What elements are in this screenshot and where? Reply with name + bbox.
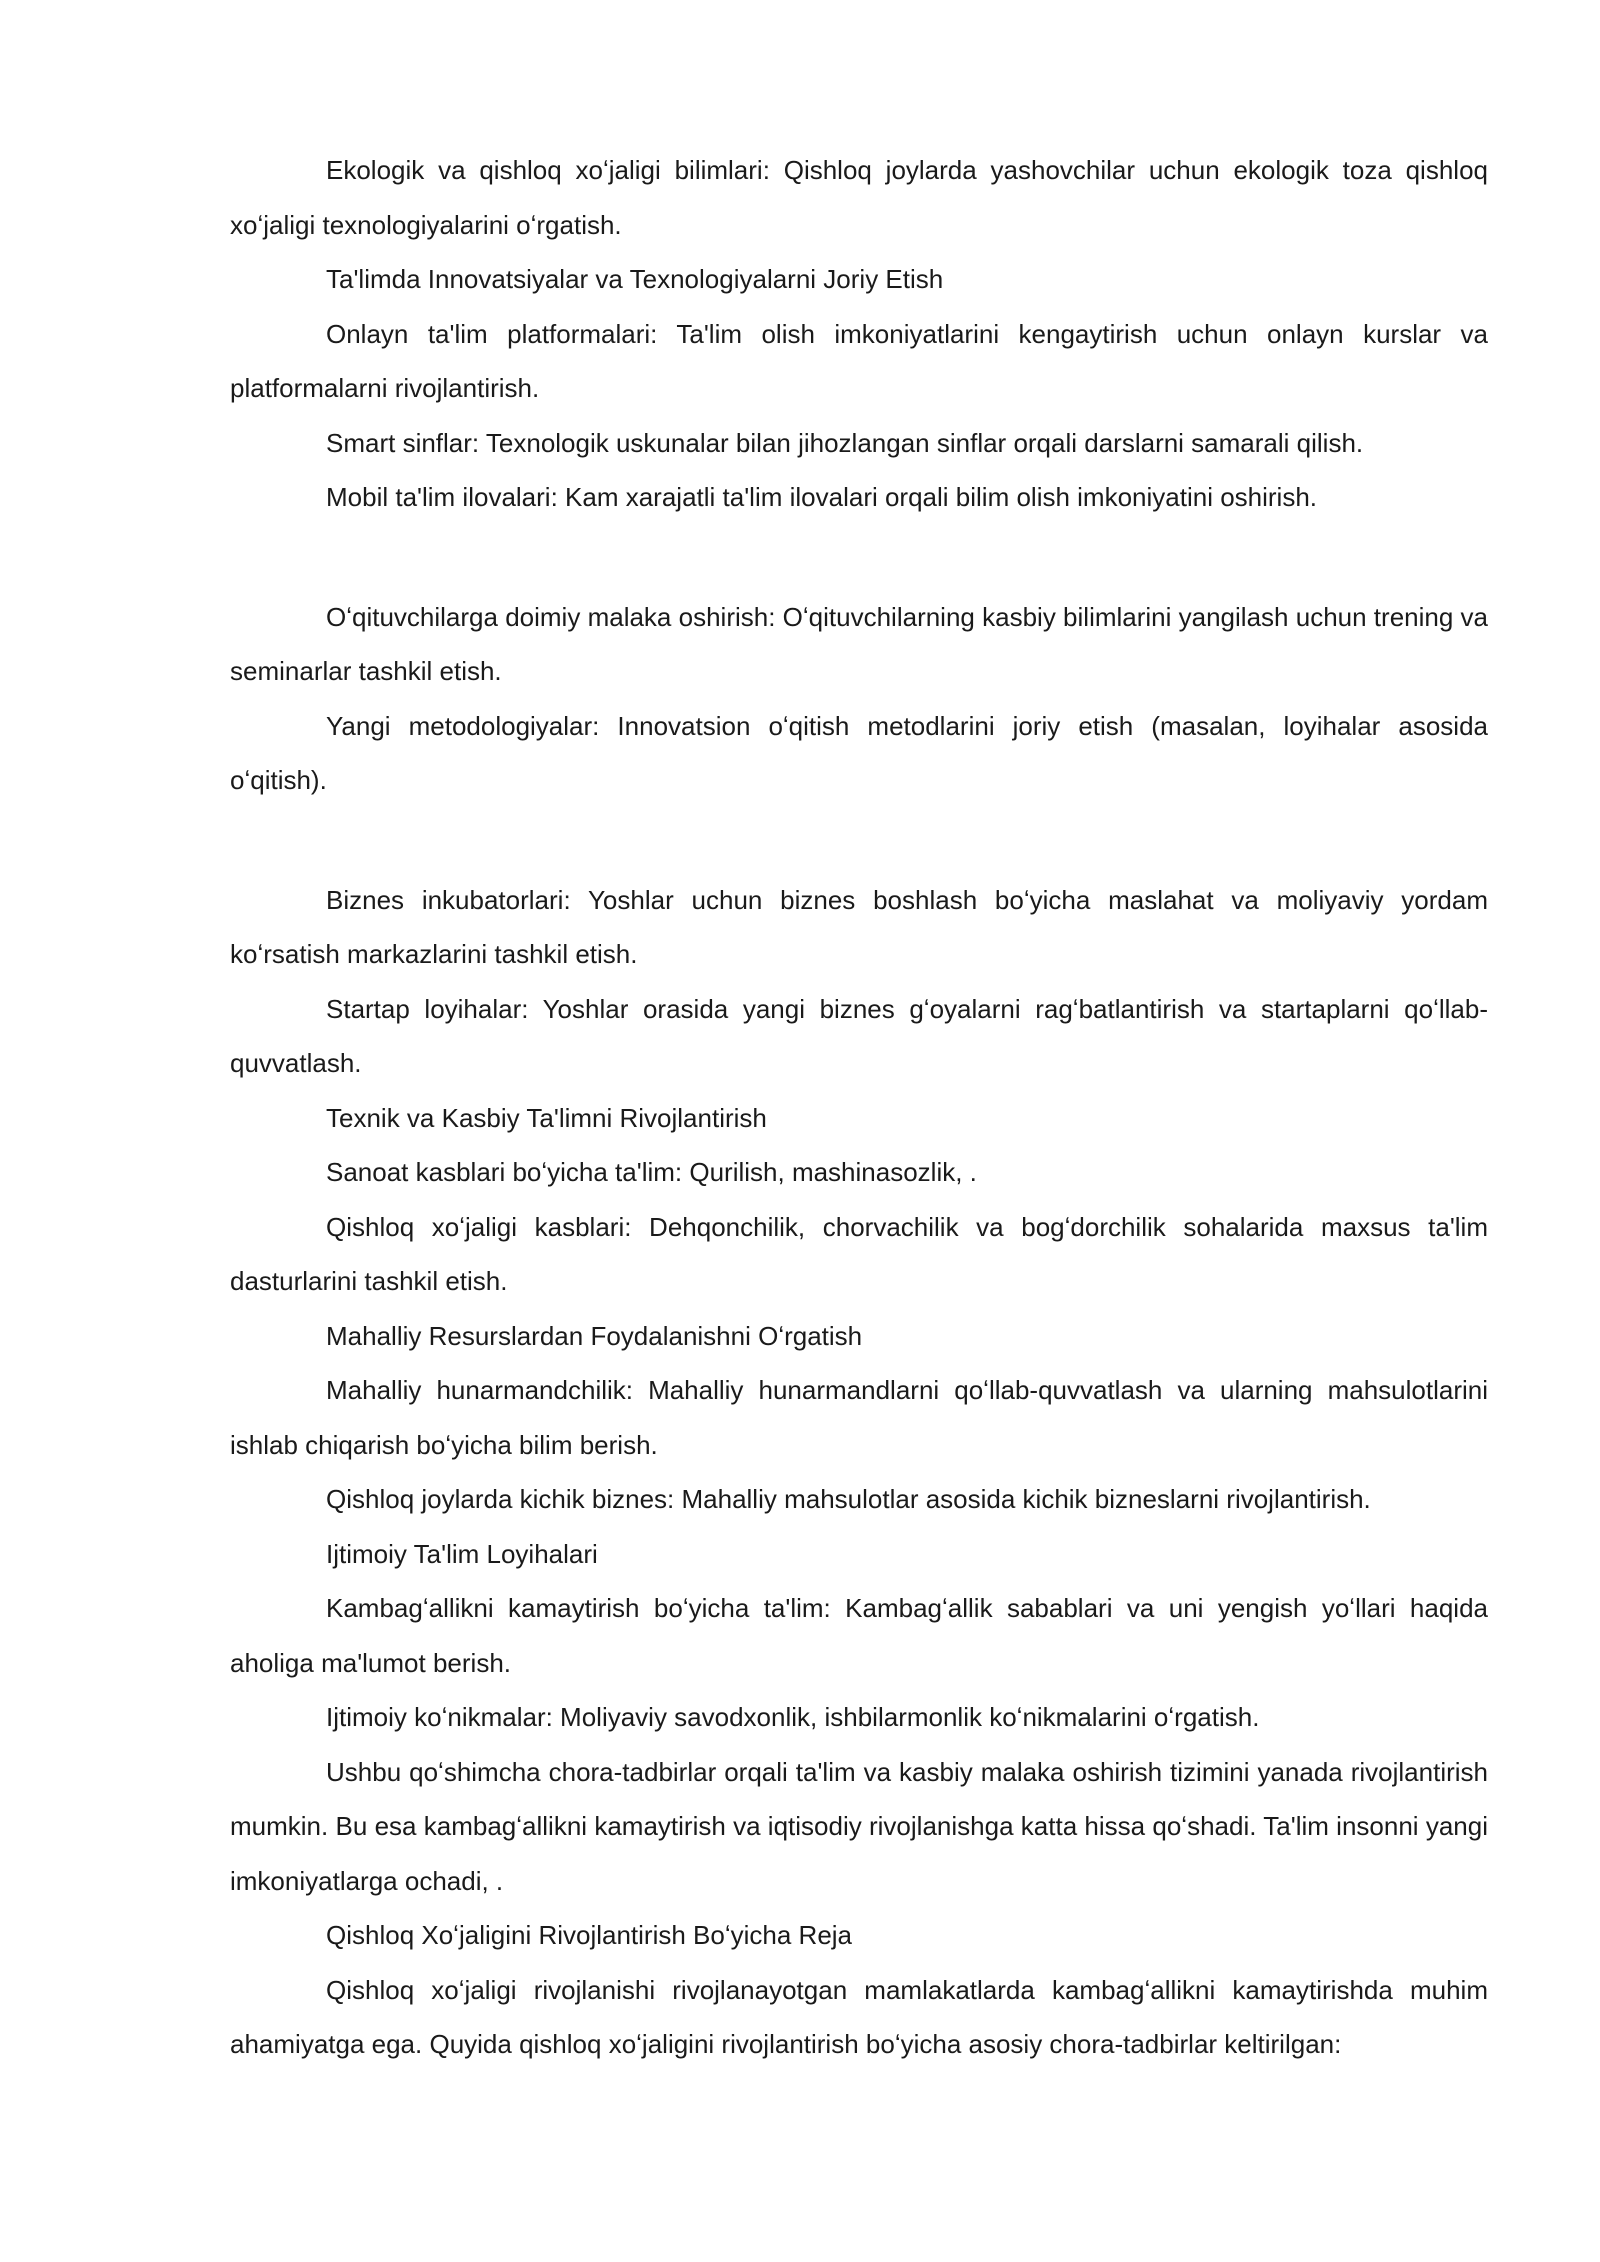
paragraph-ecological-knowledge: Ekologik va qishloq xoʻjaligi bilimlari: Qishloq joylarda yashovchilar uchun ekologik toza qishloq xoʻjaligi texnologiyalarini oʻrgatish. (230, 155, 1488, 240)
paragraph-social-skills: Ijtimoiy koʻnikmalar: Moliyaviy savodxonlik, ishbilarmonlik koʻnikmalarini oʻrgatish. (326, 1702, 1260, 1732)
paragraph-startup-projects: Startap loyihalar: Yoshlar orasida yangi biznes gʻoyalarni ragʻbatlantirish va startaplarni qoʻllab-quvvatlash. (230, 993, 1488, 1078)
paragraph-smart-classes: Smart sinflar: Texnologik uskunalar bilan jihozlangan sinflar orqali darslarni samarali qilish. (326, 427, 1364, 458)
paragraph-business-incubators: Biznes inkubatorlari: Yoshlar uchun biznes boshlash boʻyicha maslahat va moliyaviy yordam koʻrsatish markazlarini tashkil etish. (230, 884, 1488, 969)
heading-agriculture-plan: Qishloq Xoʻjaligini Rivojlantirish Boʻyicha Reja (326, 1920, 853, 1950)
paragraph-spacer (230, 525, 1488, 590)
paragraph-mobile-apps: Mobil ta'lim ilovalari: Kam xarajatli ta'lim ilovalari orqali bilim olish imkoniyatini oshirish. (326, 482, 1318, 512)
paragraph-summary: Ushbu qoʻshimcha chora-tadbirlar orqali ta'lim va kasbiy malaka oshirish tizimini yanada rivojlantirish mumkin. Bu esa kambagʻallikni kamaytirish va iqtisodiy rivojlanishga katta hissa qoʻshadi. Ta'lim insonni yangi imkoniyatlarga ochadi, . (230, 1756, 1488, 1896)
paragraph-agricultural-professions: Qishloq xoʻjaligi kasblari: Dehqonchilik, chorvachilik va bogʻdorchilik sohalarida maxsus ta'lim dasturlarini tashkil etish. (230, 1211, 1488, 1296)
paragraph-rural-small-business: Qishloq joylarda kichik biznes: Mahalliy mahsulotlar asosida kichik bizneslarni rivojlantirish. (326, 1484, 1371, 1514)
heading-local-resources: Mahalliy Resurslardan Foydalanishni Oʻrgatish (326, 1320, 863, 1351)
heading-technical-education: Texnik va Kasbiy Ta'limni Rivojlantirish (326, 1102, 767, 1133)
paragraph-spacer (230, 808, 1488, 873)
paragraph-local-crafts: Mahalliy hunarmandchilik: Mahalliy hunarmandlarni qoʻllab-quvvatlash va ularning mahsulotlarini ishlab chiqarish boʻyicha bilim berish. (230, 1375, 1488, 1460)
paragraph-online-platforms: Onlayn ta'lim platformalari: Ta'lim olish imkoniyatlarini kengaytirish uchun onlayn kurslar va platformalarni rivojlantirish. (230, 318, 1488, 403)
paragraph-teacher-training: Oʻqituvchilarga doimiy malaka oshirish: Oʻqituvchilarning kasbiy bilimlarini yangilash uchun trening va seminarlar tashkil etish. (230, 601, 1488, 686)
heading-innovations: Ta'limda Innovatsiyalar va Texnologiyalarni Joriy Etish (326, 264, 944, 294)
document-body (230, 143, 1488, 2072)
paragraph-agriculture-intro: Qishloq xoʻjaligi rivojlanishi rivojlanayotgan mamlakatlarda kambagʻallikni kamaytirishda muhim ahamiyatga ega. Quyida qishloq xoʻjaligini rivojlantirish boʻyicha asosiy chora-tadbirlar keltirilgan: (230, 1974, 1488, 2059)
heading-social-education: Ijtimoiy Ta'lim Loyihalari (326, 1538, 598, 1569)
paragraph-new-methodologies: Yangi metodologiyalar: Innovatsion oʻqitish metodlarini joriy etish (masalan, loyihalar asosida oʻqitish). (230, 710, 1488, 795)
paragraph-poverty-education: Kambagʻallikni kamaytirish boʻyicha ta'lim: Kambagʻallik sabablari va uni yengish yoʻllari haqida aholiga ma'lumot berish. (230, 1593, 1488, 1678)
paragraph-industrial-professions: Sanoat kasblari boʻyicha ta'lim: Qurilish, mashinasozlik, . (326, 1157, 977, 1187)
